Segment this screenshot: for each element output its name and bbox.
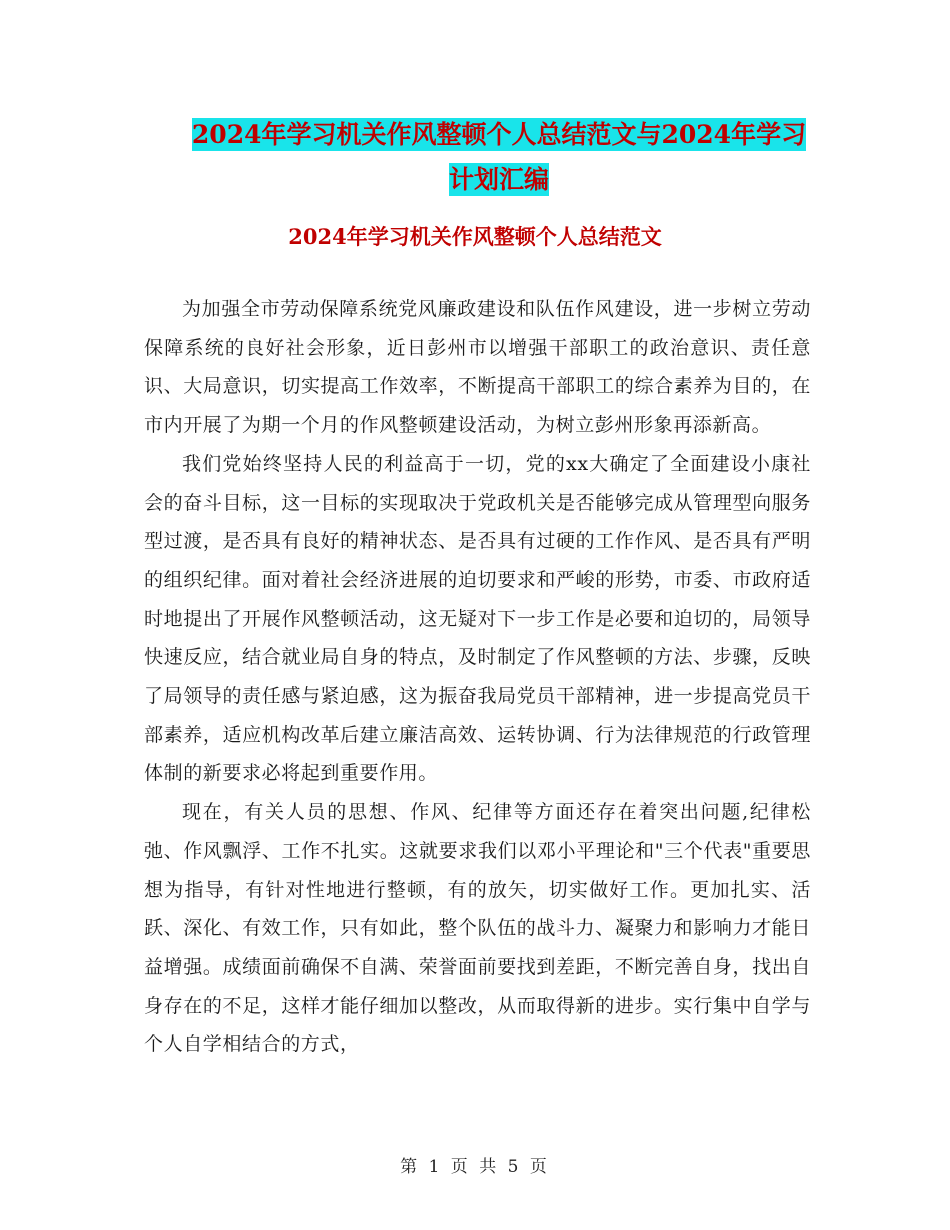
document-title-line2: 计划汇编 <box>448 165 549 194</box>
paragraph-3: 现在，有关人员的思想、作风、纪律等方面还存在着突出问题,纪律松弛、作风飘浮、工作不扎实。这就要求我们以邓小平理论和"三个代表"重要思想为指导，有针对性地进行整顿，有的放矢，切实做好工作。更加扎实、活跃、深化、有效工作，只有如此，整个队伍的战斗力、凝聚力和影响力才能日益增强。成绩面前确保不自满、荣誉面前要找到差距，不断完善自身，找出自身存在的不足，这样才能仔细加以整改，从而取得新的进步。实行集中自学与个人自学相结合的方式， <box>144 801 811 1056</box>
section-title: 2024年学习机关作风整顿个人总结范文 <box>288 224 662 249</box>
page-number-footer: 第 1 页 共 5 页 <box>400 1157 550 1177</box>
document-body <box>144 290 811 1064</box>
document-title-line1: 2024年学习机关作风整顿个人总结范文与2024年学习 <box>191 120 807 149</box>
paragraph-2: 我们党始终坚持人民的利益高于一切，党的xx大确定了全面建设小康社会的奋斗目标，这一目标的实现取决于党政机关是否能够完成从管理型向服务型过渡，是否具有良好的精神状态、是否具有过硬的工作作风、是否具有严明的组织纪律。面对着社会经济进展的迫切要求和严峻的形势，市委、市政府适时地提出了开展作风整顿活动，这无疑对下一步工作是必要和迫切的，局领导快速反应，结合就业局自身的特点，及时制定了作风整顿的方法、步骤，反映了局领导的责任感与紧迫感，这为振奋我局党员干部精神，进一步提高党员干部素养，适应机构改革后建立廉洁高效、运转协调、行为法律规范的行政管理体制的新要求必将起到重要作用。 <box>144 452 811 785</box>
document-title <box>140 112 858 202</box>
paragraph-1: 为加强全市劳动保障系统党风廉政建设和队伍作风建设，进一步树立劳动保障系统的良好社会形象，近日彭州市以增强干部职工的政治意识、责任意识、大局意识，切实提高工作效率，不断提高干部职工的综合素养为目的，在市内开展了为期一个月的作风整顿建设活动，为树立彭州形象再添新高。 <box>144 298 811 437</box>
